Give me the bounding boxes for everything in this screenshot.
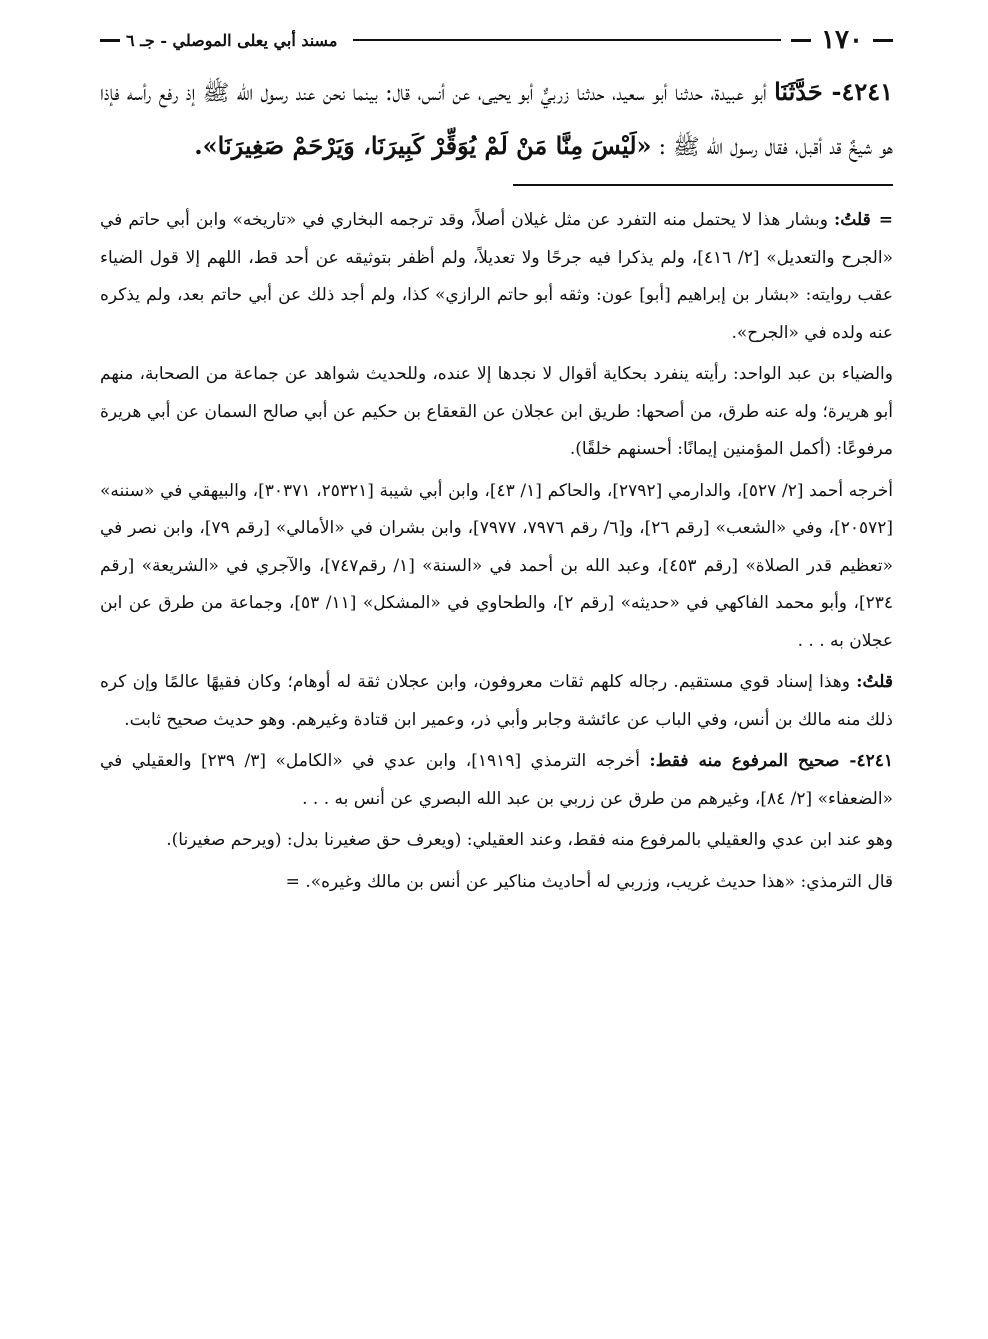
note-paragraph: =قلتُ: وبشار هذا لا يحتمل منه التفرد عن مثل غيلان أصلاً، وقد ترجمه البخاري في «تاريخه» وابن أبي حاتم في «الجرح والتعديل» [٢/ ٤١٦]، ولم يذكرا فيه جرحًا ولا تعديلاً، ولم أظفر بتوثيقه عن أحد قط، اللهم إلا قول الضياء عقب روايته: «بشار بن إبراهيم [أبو] عون: وثقه أبو حاتم الرازي» كذا، ولم أجد ذلك عن أبي حاتم بعد، ولم يذكره عنه ولده في «الجرح». [100, 210, 894, 343]
note-paragraph: وهو عند ابن عدي والعقيلي بالمرفوع منه فقط، وعند العقيلي: (ويعرف حق صغيرنا بدل: (ويرحم صغيرنا). [166, 830, 893, 850]
header-dash [791, 39, 811, 42]
note-paragraph: ٤٢٤١- صحيح المرفوع منه فقط: أخرجه الترمذي [١٩١٩]، وابن عدي في «الكامل» [٣/ ٢٣٩] والعقيلي في «الضعفاء» [٢/ ٨٤]، وغيرهم من طرق عن زربي بن عبد الله البصري عن أنس به . . . [100, 751, 894, 809]
note-paragraph: قلتُ: وهذا إسناد قوي مستقيم. رجاله كلهم ثقات معروفون، وابن عجلان ثقة له أوهام؛ وكان فقيهًا عالمًا وإن كره ذلك منه مالك بن أنس، وفي الباب عن عائشة وجابر وأبي ذر، وعمير ابن قتادة وغيرهم. وهو حديث صحيح ثابت. [100, 672, 893, 730]
note-label: قلتُ: [856, 672, 893, 692]
hadith-text: ٤٢٤١- حَدَّثَنَا أبو عبيدة، حدثنا أبو سعيد، حدثنا زربيٌّ أبو يحيى، عن أنس، قال: بينما نحن عند رسول الله ﷺ إذ رفع رأسه فإذا هو شيخٌ قد أقبل، فقال رسول الله ﷺ : «لَيْسَ مِنَّا مَنْ لَمْ يُوَقِّرْ كَبِيرَنَا، وَيَرْحَمْ صَغِيرَنَا». [100, 77, 893, 160]
book-title: مسند أبي يعلى الموصلي - جـ ٦ [126, 30, 338, 50]
footnote-separator [513, 184, 893, 186]
note-paragraph: أخرجه أحمد [٢/ ٥٢٧]، والدارمي [٢٧٩٢]، والحاكم [١/ ٤٣]، وابن أبي شيبة [٢٥٣٢١، ٣٠٣٧١]، والبيهقي في «سننه» [٢٠٥٧٢]، وفي «الشعب» [رقم ٢٦]، و[٦/ رقم ٧٩٧٦، ٧٩٧٧]، وابن بشران في «الأمالي» [رقم ٧٩]، وابن نصر في «تعظيم قدر الصلاة» [رقم ٤٥٣]، وعبد الله بن أحمد في «السنة» [١/ رقم٧٤٧]، والآجري في «الشريعة» [رقم ٢٣٤]، وأبو محمد الفاكهي في «حديثه» [رقم ٢]، والطحاوي في «المشكل» [١١/ ٥٣]، وجماعة من طرق عن ابن عجلان به . . . [100, 480, 893, 651]
header-rule [353, 39, 781, 41]
hadith-matn: «لَيْسَ مِنَّا مَنْ لَمْ يُوَقِّرْ كَبِيرَنَا، وَيَرْحَمْ صَغِيرَنَا». [194, 131, 652, 160]
note-label: ٤٢٤١- صحيح المرفوع منه فقط: [649, 751, 894, 771]
hadith-number: ٤٢٤١ [841, 77, 893, 106]
note-paragraph: والضياء بن عبد الواحد: رأيته ينفرد بحكاية أقوال لا نجدها إلا عنده، وللحديث شواهد عن جماعة من الصحابة، منهم أبو هريرة؛ وله عنه طرق، من أصحها: طريق ابن عجلان عن القعقاع بن حكيم عن أبي صالح السمان عن أبي هريرة مرفوعًا: (أكمل المؤمنين إيمانًا: أحسنهم خلقًا). [100, 364, 893, 459]
header-dash-right [873, 39, 893, 42]
header-dash-left [100, 39, 120, 42]
running-header [100, 22, 893, 58]
hadith-isnad: أبو عبيدة، حدثنا أبو سعيد، حدثنا زربيٌّ أبو يحيى، عن أنس، قال: بينما نحن عند رسول الله ﷺ إذ رفع رأسه فإذا هو شيخٌ قد أقبل، فقال رسول الله ﷺ : [100, 81, 893, 160]
haddathana: حَدَّثَنَا [774, 77, 823, 106]
page-number: ١٧٠ [821, 25, 863, 55]
footnotes [100, 202, 893, 901]
note-paragraph: قال الترمذي: «هذا حديث غريب، وزربي له أحاديث مناكير عن أنس بن مالك وغيره». = [285, 871, 893, 892]
note-label: قلتُ: [834, 210, 871, 230]
